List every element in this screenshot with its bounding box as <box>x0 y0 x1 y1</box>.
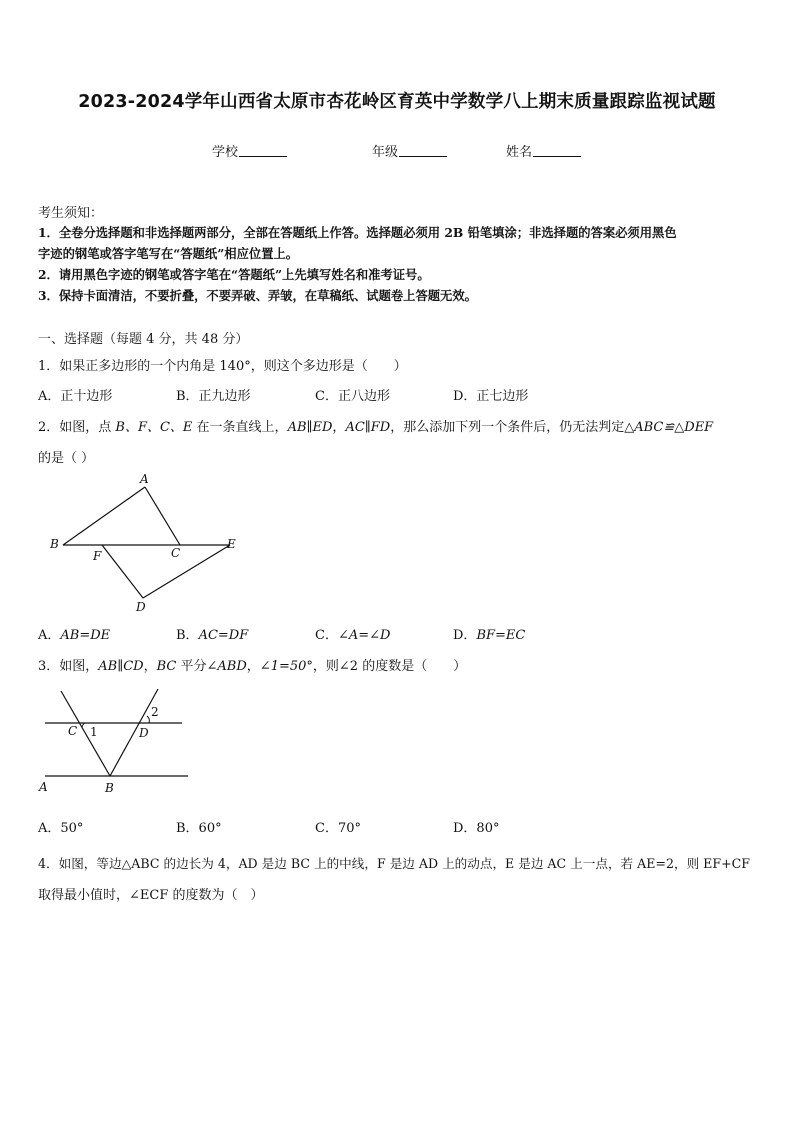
notice-item-1: 1．全卷分选择题和非选择题两部分，全部在答题纸上作答。选择题必须用 2B 铅笔填涂；非选择题的答案必须用黑色 <box>38 225 677 240</box>
q2-label-b: B <box>50 537 59 551</box>
q2-segment-fd <box>102 545 143 598</box>
q3-option-a[interactable]: A．50° <box>38 821 84 836</box>
q3-option-d[interactable]: D．80° <box>453 821 500 836</box>
notice-item-3: 3．保持卡面清洁，不要折叠，不要弄破、弄皱，在草稿纸、试题卷上答题无效。 <box>38 288 477 303</box>
q2-label-e: E <box>227 537 236 551</box>
notice-item-2: 2．请用黑色字迹的钢笔或答字笔在“答题纸”上先填写姓名和准考证号。 <box>38 267 430 282</box>
name-label: 姓名 <box>506 145 533 160</box>
q2-stem-line2: 的是（ ） <box>38 451 95 466</box>
q2-label-d: D <box>136 600 146 614</box>
q2-segment-ac <box>145 487 180 545</box>
q1-option-b[interactable]: B．正九边形 <box>176 389 251 404</box>
q1-option-a[interactable]: A．正十边形 <box>38 389 113 404</box>
q3-label-2: 2 <box>151 705 159 719</box>
q3-segment-bd <box>110 689 158 776</box>
q2-option-b[interactable]: B．AC=DF <box>176 628 249 643</box>
q1-stem: 1．如果正多边形的一个内角是 140°，则这个多边形是（ ） <box>38 359 407 374</box>
q1-option-d[interactable]: D．正七边形 <box>453 389 529 404</box>
q4-stem-line2: 取得最小值时，∠ECF 的度数为（ ） <box>38 888 264 903</box>
school-blank[interactable] <box>239 144 287 157</box>
school-label: 学校 <box>212 145 239 160</box>
q3-angle-2-arc <box>147 716 149 723</box>
q2-label-c: C <box>171 546 181 560</box>
q2-segment-de <box>143 545 230 598</box>
q3-option-c[interactable]: C．70° <box>315 821 361 836</box>
q1-option-c[interactable]: C．正八边形 <box>315 389 390 404</box>
section-heading: 一、选择题（每题 4 分，共 48 分） <box>38 332 249 347</box>
q2-option-d[interactable]: D．BF=EC <box>453 628 526 643</box>
q2-option-c[interactable]: C．∠A=∠D <box>315 628 391 643</box>
q3-label-c: C <box>68 724 78 738</box>
q2-label-f: F <box>93 549 102 563</box>
q3-label-d: D <box>139 726 149 740</box>
q2-stem: 2．如图，点 B、F、C、E 在一条直线上，AB∥ED，AC∥FD，那么添加下列一个条件后，仍无法判定△ABC≌△DEF <box>38 420 714 435</box>
q4-stem: 4．如图，等边△ABC 的边长为 4，AD 是边 BC 上的中线，F 是边 AD 上的动点，E 是边 AC 上一点，若 AE=2，则 EF+CF <box>38 856 751 871</box>
q3-label-1: 1 <box>90 725 98 739</box>
q3-stem: 3．如图，AB∥CD，BC 平分∠ABD，∠1=50°，则∠2 的度数是（ ） <box>38 659 467 674</box>
q2-label-a: A <box>140 472 149 486</box>
q3-figure <box>35 685 195 797</box>
school-field[interactable] <box>212 141 287 160</box>
page-title: 2023-2024学年山西省太原市杏花岭区育英中学数学八上期末质量跟踪监视试题 <box>78 92 716 112</box>
q2-segment-ab <box>63 487 145 545</box>
grade-label: 年级 <box>372 145 399 160</box>
q3-label-a: A <box>39 780 48 794</box>
q2-option-a[interactable]: A．AB=DE <box>38 628 111 643</box>
q2-figure <box>40 470 250 615</box>
grade-field[interactable] <box>372 141 447 160</box>
grade-blank[interactable] <box>399 144 447 157</box>
name-field[interactable] <box>506 141 581 160</box>
q3-angle-1-arc <box>82 723 85 728</box>
q3-option-b[interactable]: B．60° <box>176 821 222 836</box>
q3-label-b: B <box>105 781 114 795</box>
name-blank[interactable] <box>533 144 581 157</box>
notice-item-1-cont: 字迹的钢笔或答字笔写在“答题纸”相应位置上。 <box>38 246 299 261</box>
notice-heading: 考生须知： <box>38 206 104 221</box>
